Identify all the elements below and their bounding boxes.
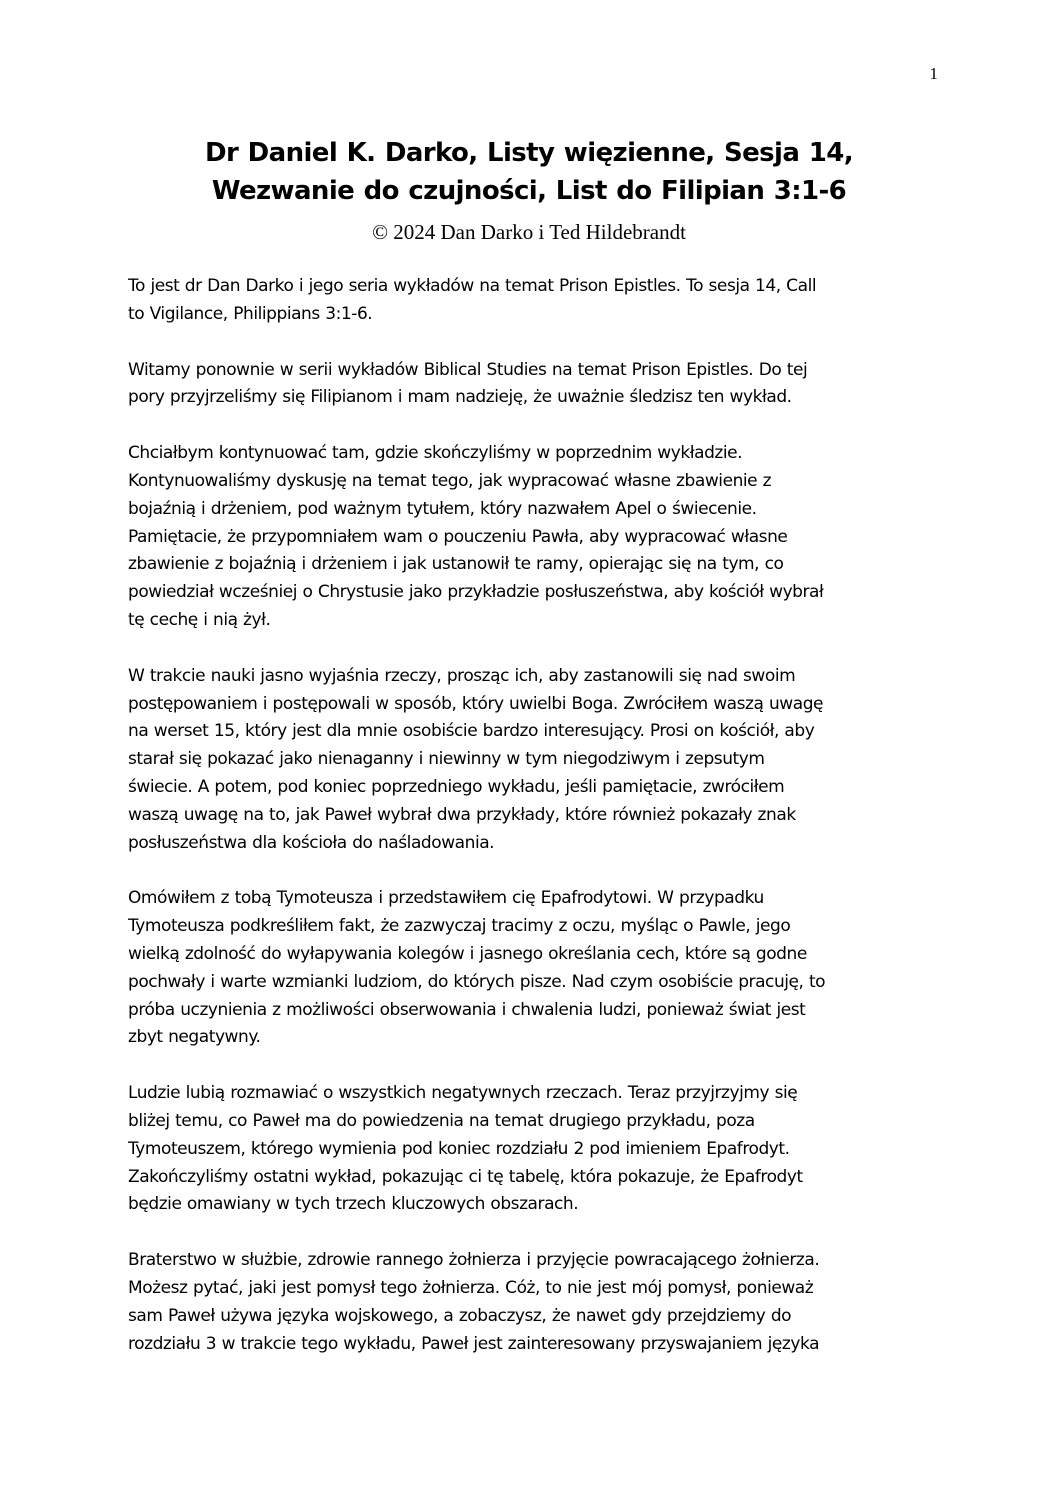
text-line: bliżej temu, co Paweł ma do powiedzenia na temat drugiego przykładu, poza — [128, 1110, 755, 1131]
text-line: próba uczynienia z możliwości obserwowania i chwalenia ludzi, ponieważ świat jest — [128, 999, 806, 1020]
paragraph-intro — [128, 273, 940, 329]
text-line: W trakcie nauki jasno wyjaśnia rzeczy, prosząc ich, aby zastanowili się nad swoim — [128, 665, 796, 686]
text-line: Tymoteusza podkreśliłem fakt, że zazwyczaj tracimy z oczu, myśląc o Pawle, jego — [128, 916, 791, 937]
text-line: wielką zdolność do wyłapywania kolegów i jasnego określania cech, które są godne — [128, 943, 807, 964]
document-body — [128, 273, 940, 1386]
text-line: pory przyjrzeliśmy się Filipianom i mam nadzieję, że uważnie śledzisz ten wykład. — [128, 387, 792, 408]
text-line: pochwały i warte wzmianki ludziom, do których pisze. Nad czym osobiście pracuję, to — [128, 971, 826, 992]
text-line: Kontynuowaliśmy dyskusję na temat tego, jak wypracować własne zbawienie z — [128, 470, 772, 491]
text-line: waszą uwagę na to, jak Paweł wybrał dwa przykłady, które również pokazały znak — [128, 804, 796, 825]
text-line: bojaźnią i drżeniem, pod ważnym tytułem, który nazwałem Apel o świecenie. — [128, 498, 757, 519]
text-line: sam Paweł używa języka wojskowego, a zobaczysz, że nawet gdy przejdziemy do — [128, 1305, 792, 1326]
text-line: będzie omawiany w tych trzech kluczowych obszarach. — [128, 1194, 579, 1215]
text-line: starał się pokazać jako nienaganny i niewinny w tym niegodziwym i zepsutym — [128, 749, 765, 770]
text-line: posłuszeństwa dla kościoła do naśladowania. — [128, 832, 495, 853]
text-line: Pamiętacie, że przypomniałem wam o pouczeniu Pawła, aby wypracować własne — [128, 526, 788, 547]
copyright-line: © 2024 Dan Darko i Ted Hildebrandt — [372, 220, 686, 244]
document-title — [100, 134, 958, 210]
text-line: tę cechę i nią żył. — [128, 609, 271, 630]
text-line: Możesz pytać, jaki jest pomysł tego żołnierza. Cóż, to nie jest mój pomysł, ponieważ — [128, 1277, 814, 1298]
text-line: Chciałbym kontynuować tam, gdzie skończyliśmy w poprzednim wykładzie. — [128, 443, 743, 464]
text-line: zbyt negatywny. — [128, 1027, 261, 1048]
text-line: To jest dr Dan Darko i jego seria wykładów na temat Prison Epistles. To sesja 14, Call — [128, 276, 817, 296]
paragraph-continue — [128, 440, 940, 635]
text-line: zbawienie z bojaźnią i drżeniem i jak ustanowił te ramy, opierając się na tym, co — [128, 554, 784, 575]
paragraph-teaching — [128, 663, 940, 858]
paragraph-soldier — [128, 1247, 940, 1358]
text-line: na werset 15, który jest dla mnie osobiście bardzo interesujący. Prosi on kościół, aby — [128, 721, 815, 742]
text-line: Ludzie lubią rozmawiać o wszystkich negatywnych rzeczach. Teraz przyjrzyjmy się — [128, 1083, 798, 1104]
text-line: to Vigilance, Philippians 3:1-6. — [128, 303, 373, 324]
page-number: 1 — [929, 64, 938, 83]
text-line: powiedział wcześniej o Chrystusie jako przykładzie posłuszeństwa, aby kościół wybrał — [128, 582, 824, 603]
text-line: Braterstwo w służbie, zdrowie rannego żołnierza i przyjęcie powracającego żołnierza. — [128, 1250, 820, 1271]
text-line: świecie. A potem, pod koniec poprzedniego wykładu, jeśli pamiętacie, zwróciłem — [128, 776, 785, 797]
paragraph-epaphroditus — [128, 1080, 940, 1219]
text-line: postępowaniem i postępowali w sposób, który uwielbi Boga. Zwróciłem waszą uwagę — [128, 693, 824, 714]
text-line: Zakończyliśmy ostatni wykład, pokazując ci tę tabelę, która pokazuje, że Epafrodyt — [128, 1166, 803, 1187]
title-line: Dr Daniel K. Darko, Listy więzienne, Sesja 14, — [204, 138, 854, 168]
paragraph-welcome — [128, 357, 940, 413]
text-line: rozdziału 3 w trakcie tego wykładu, Paweł jest zainteresowany przyswajaniem języka — [128, 1333, 820, 1354]
title-line: Wezwanie do czujności, List do Filipian 3:1-6 — [211, 176, 847, 206]
text-line: Omówiłem z tobą Tymoteusza i przedstawiłem cię Epafrodytowi. W przypadku — [128, 888, 764, 909]
text-line: Witamy ponownie w serii wykładów Biblical Studies na temat Prison Epistles. Do tej — [128, 359, 808, 380]
text-line: Tymoteuszem, którego wymienia pod koniec rozdziału 2 pod imieniem Epafrodyt. — [128, 1138, 790, 1159]
paragraph-timothy — [128, 885, 940, 1052]
